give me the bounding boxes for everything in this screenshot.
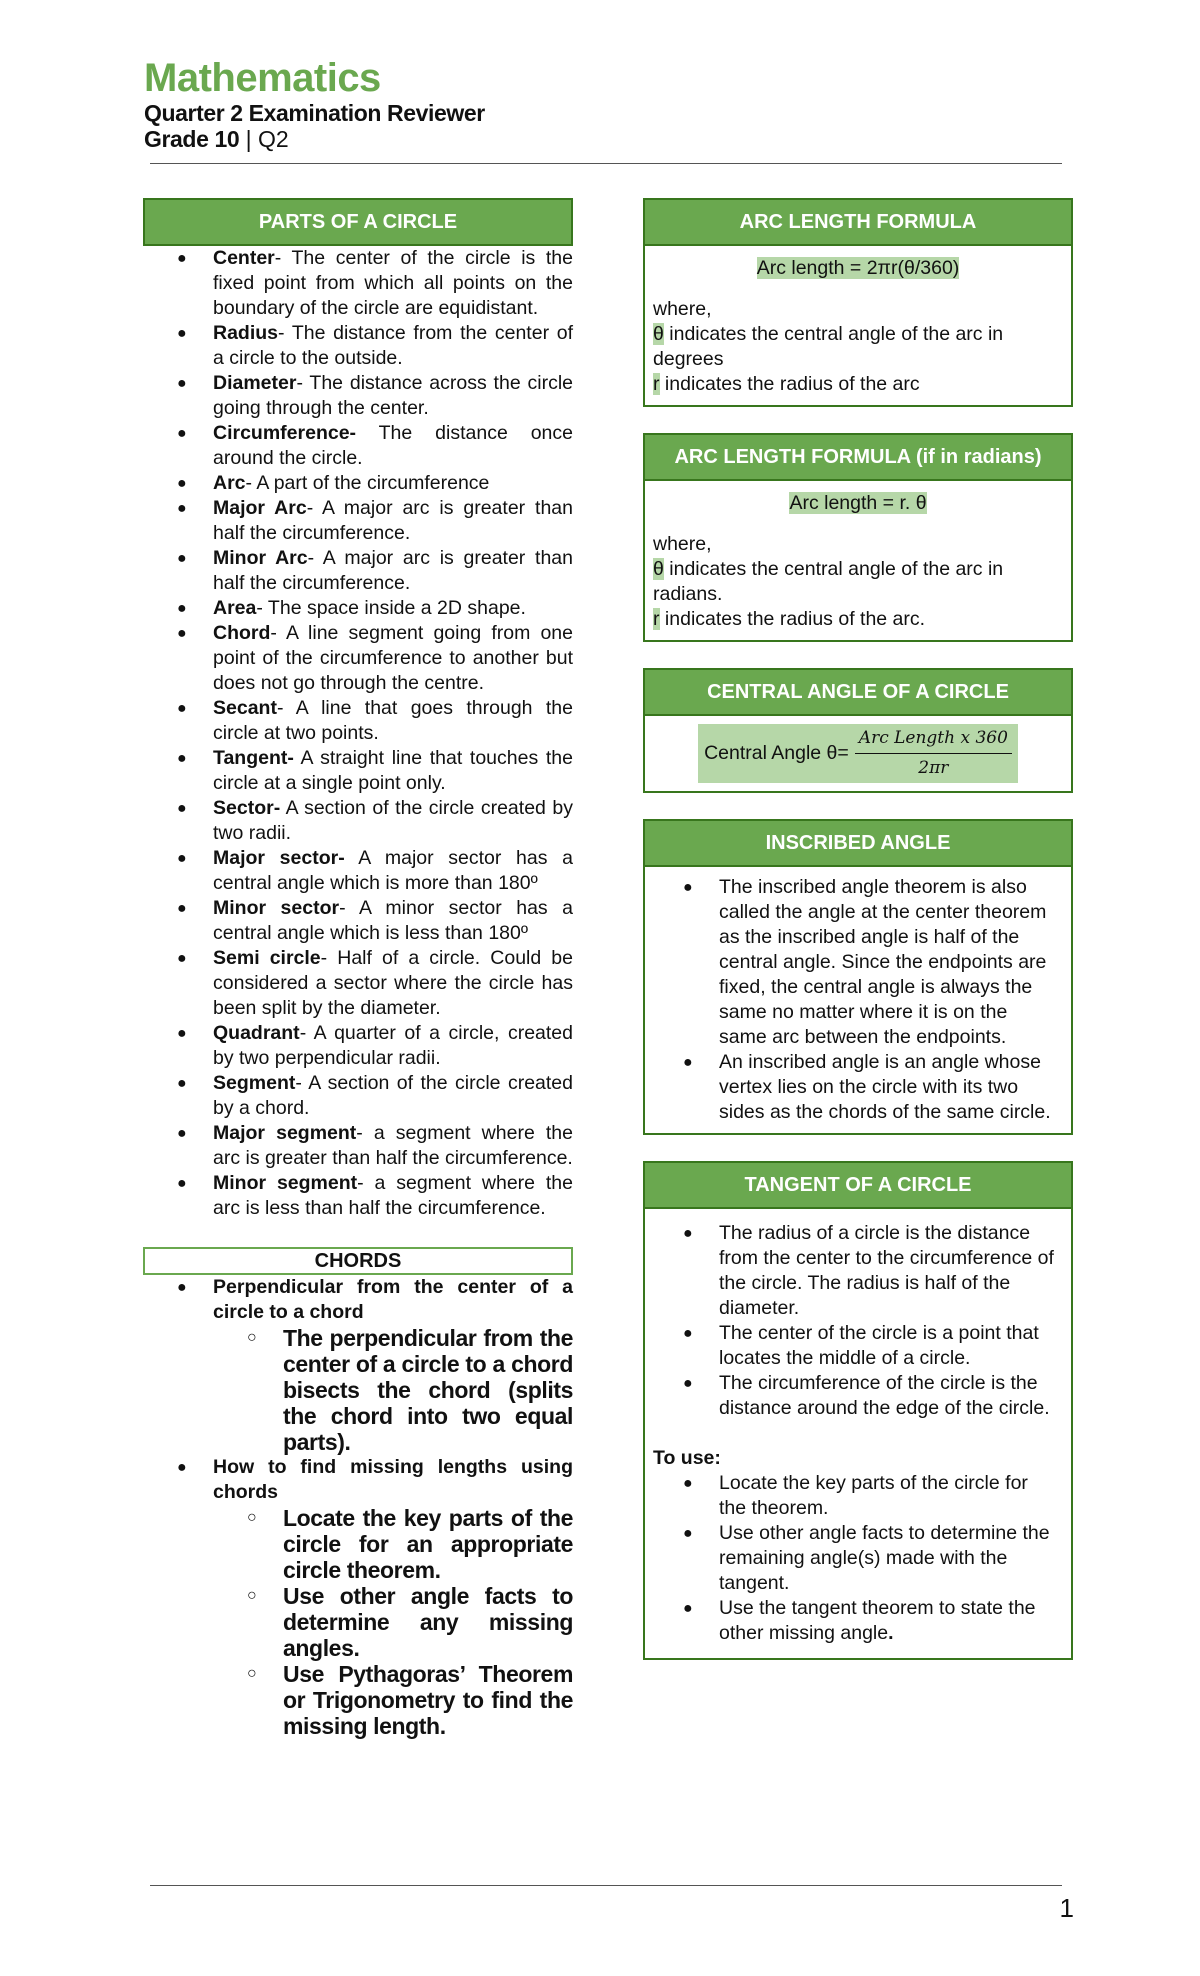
term-definition: A section of the circle created by two radii. <box>213 797 573 844</box>
list-item <box>213 946 573 1021</box>
list-item: ○ Locate the key parts of the circle for an appropriate circle theorem. <box>283 1505 573 1583</box>
term-definition: - A line segment going from one point of the circumference to another but does not go through the centre. <box>213 622 573 694</box>
to-use-list <box>645 1471 1063 1646</box>
arc-length-radians-title: ARC LENGTH FORMULA (if in radians) <box>645 435 1071 481</box>
where-label: where, <box>653 533 712 555</box>
list-item: ● Use other angle facts to determine the remaining angle(s) made with the tangent. <box>719 1521 1055 1596</box>
grade-line <box>144 126 1064 152</box>
list-item <box>213 846 573 896</box>
arc-length-formula: Arc length = 2πr(θ/360) <box>756 257 960 279</box>
list-item <box>213 246 573 321</box>
term-definition: - Half of a circle. Could be considered a sector where the circle has been split by the diameter. <box>213 947 573 1019</box>
quarter-label: | Q2 <box>245 126 289 152</box>
inscribed-angle-title: INSCRIBED ANGLE <box>645 821 1071 867</box>
list-item <box>213 1071 573 1121</box>
subject-title: Mathematics <box>144 56 381 100</box>
list-item: ● The inscribed angle theorem is also called the angle at the center theorem as the inscribed angle is half of the central angle. Since the endpoints are fixed, the central angle is always the same no matter where it is on the same arc between the endpoints. <box>719 875 1055 1050</box>
list-item <box>719 1596 1055 1646</box>
chords-title: CHORDS <box>143 1247 573 1275</box>
term-definition: - A major arc is greater than half the circumference. <box>213 497 573 544</box>
arc-length-title: ARC LENGTH FORMULA <box>645 200 1071 246</box>
term-definition: - A minor sector has a central angle which is less than 180º <box>213 897 573 944</box>
term-definition: - a segment where the arc is greater than half the circumference. <box>213 1122 573 1169</box>
list-item: ○ Use Pythagoras’ Theorem or Trigonometry to find the missing length. <box>283 1661 573 1739</box>
theta-text: indicates the central angle of the arc in degrees <box>653 323 1004 370</box>
inscribed-list <box>645 875 1063 1125</box>
term-label: Center <box>213 247 275 269</box>
list-item: ● Locate the key parts of the circle for the theorem. <box>719 1471 1055 1521</box>
term-label: Tangent- <box>213 747 294 769</box>
list-item <box>213 696 573 746</box>
list-item: ○ The perpendicular from the center of a circle to a chord bisects the chord (splits the chord into two equal parts). <box>283 1325 573 1455</box>
list-item <box>213 1021 573 1071</box>
central-angle-box <box>643 668 1073 793</box>
term-definition: The distance once around the circle. <box>213 422 573 469</box>
list-item: ○ Use other angle facts to determine any missing angles. <box>283 1583 573 1661</box>
chords-list <box>143 1275 573 1739</box>
arc-length-radians-formula: Arc length = r. θ <box>789 492 927 514</box>
term-label: Major Arc <box>213 497 307 519</box>
where-label: where, <box>653 298 712 320</box>
right-column <box>643 198 1073 1686</box>
theta-text: indicates the central angle of the arc in radians. <box>653 558 1004 605</box>
chords-heading-missing-lengths: How to find missing lengths using chords <box>213 1456 573 1503</box>
r-text: indicates the radius of the arc <box>659 373 920 395</box>
parts-list <box>143 246 573 1221</box>
list-item <box>213 421 573 471</box>
final-period: . <box>888 1622 894 1644</box>
tangent-box <box>643 1161 1073 1660</box>
term-label: Diameter <box>213 372 297 394</box>
tangent-list <box>645 1221 1063 1421</box>
r-symbol: r <box>653 608 660 630</box>
header-divider <box>150 163 1062 164</box>
term-definition: - a segment where the arc is less than half the circumference. <box>213 1172 573 1219</box>
term-label: Minor sector <box>213 897 340 919</box>
term-label: Secant <box>213 697 277 719</box>
theta-symbol: θ <box>653 558 664 580</box>
term-definition: - The distance across the circle going through the center. <box>213 372 573 419</box>
chords-heading-perpendicular: Perpendicular from the center of a circle to a chord <box>213 1276 573 1323</box>
list-item <box>213 496 573 546</box>
theta-definition <box>653 557 1063 607</box>
r-symbol: r <box>653 373 660 395</box>
term-label: Major segment <box>213 1122 357 1144</box>
list-item <box>213 1171 573 1221</box>
list-item <box>213 746 573 796</box>
list-item <box>213 1121 573 1171</box>
term-definition: - A quarter of a circle, created by two perpendicular radii. <box>213 1022 573 1069</box>
term-label: Sector- <box>213 797 281 819</box>
term-definition: - The center of the circle is the fixed point from which all points on the boundary of the circle are equidistant. <box>213 247 573 319</box>
term-label: Minor segment <box>213 1172 358 1194</box>
central-angle-title: CENTRAL ANGLE OF A CIRCLE <box>645 670 1071 716</box>
term-label: Semi circle <box>213 947 321 969</box>
list-item: ● An inscribed angle is an angle whose vertex lies on the circle with its two sides as the chords of the same circle. <box>719 1050 1055 1125</box>
list-item: ● The center of the circle is a point that locates the middle of a circle. <box>719 1321 1055 1371</box>
chords-sublist-2 <box>213 1505 573 1739</box>
term-definition: - A section of the circle created by a chord. <box>213 1072 573 1119</box>
to-use-label: To use: <box>653 1447 721 1469</box>
term-label: Arc <box>213 472 246 494</box>
fraction-numerator: Arc Length x 360 <box>855 726 1012 754</box>
list-item <box>213 546 573 596</box>
theta-symbol: θ <box>653 323 664 345</box>
r-definition <box>653 372 1063 397</box>
central-angle-label: Central Angle θ= <box>704 742 849 764</box>
list-item-text: Use the tangent theorem to state the other missing angle <box>719 1597 1036 1644</box>
list-item <box>213 621 573 696</box>
term-definition: A major sector has a central angle which is more than 180º <box>213 847 574 894</box>
grade-label: Grade 10 <box>144 126 240 152</box>
term-definition: - The space inside a 2D shape. <box>256 597 526 619</box>
term-definition: - A part of the circumference <box>245 472 490 494</box>
term-label: Chord <box>213 622 271 644</box>
list-item <box>213 1275 573 1455</box>
term-label: Segment <box>213 1072 296 1094</box>
term-label: Radius <box>213 322 279 344</box>
central-angle-formula <box>698 724 1018 783</box>
list-item <box>213 596 573 621</box>
term-definition: - A line that goes through the circle at two points. <box>213 697 573 744</box>
footer-divider <box>150 1885 1062 1886</box>
theta-definition <box>653 322 1063 372</box>
list-item <box>213 896 573 946</box>
list-item <box>213 321 573 371</box>
inscribed-angle-box <box>643 819 1073 1135</box>
term-label: Circumference- <box>213 422 357 444</box>
term-definition: - The distance from the center of a circle to the outside. <box>213 322 573 369</box>
arc-length-box <box>643 198 1073 407</box>
fraction-denominator: 2πr <box>918 758 949 778</box>
r-definition <box>653 607 1063 632</box>
term-label: Minor Arc <box>213 547 308 569</box>
r-text: indicates the radius of the arc. <box>659 608 926 630</box>
reviewer-subtitle: Quarter 2 Examination Reviewer <box>144 100 485 126</box>
list-item <box>213 371 573 421</box>
term-label: Area <box>213 597 257 619</box>
list-item <box>213 796 573 846</box>
arc-length-radians-box <box>643 433 1073 642</box>
list-item <box>213 1455 573 1739</box>
list-item <box>213 471 573 496</box>
page-number: 1 <box>1059 1893 1074 1923</box>
chords-sublist-1 <box>213 1325 573 1455</box>
term-label: Major sector- <box>213 847 345 869</box>
fraction <box>855 726 1012 781</box>
list-item: ● The circumference of the circle is the distance around the edge of the circle. <box>719 1371 1055 1421</box>
tangent-title: TANGENT OF A CIRCLE <box>645 1163 1071 1209</box>
left-column <box>143 198 573 1739</box>
term-definition: A straight line that touches the circle at a single point only. <box>213 747 573 794</box>
term-definition: - A major arc is greater than half the circumference. <box>213 547 573 594</box>
parts-of-circle-title: PARTS OF A CIRCLE <box>143 198 573 246</box>
list-item: ● The radius of a circle is the distance from the center to the circumference of the circle. The radius is half of the diameter. <box>719 1221 1055 1321</box>
page-header <box>144 56 1064 152</box>
term-label: Quadrant <box>213 1022 300 1044</box>
